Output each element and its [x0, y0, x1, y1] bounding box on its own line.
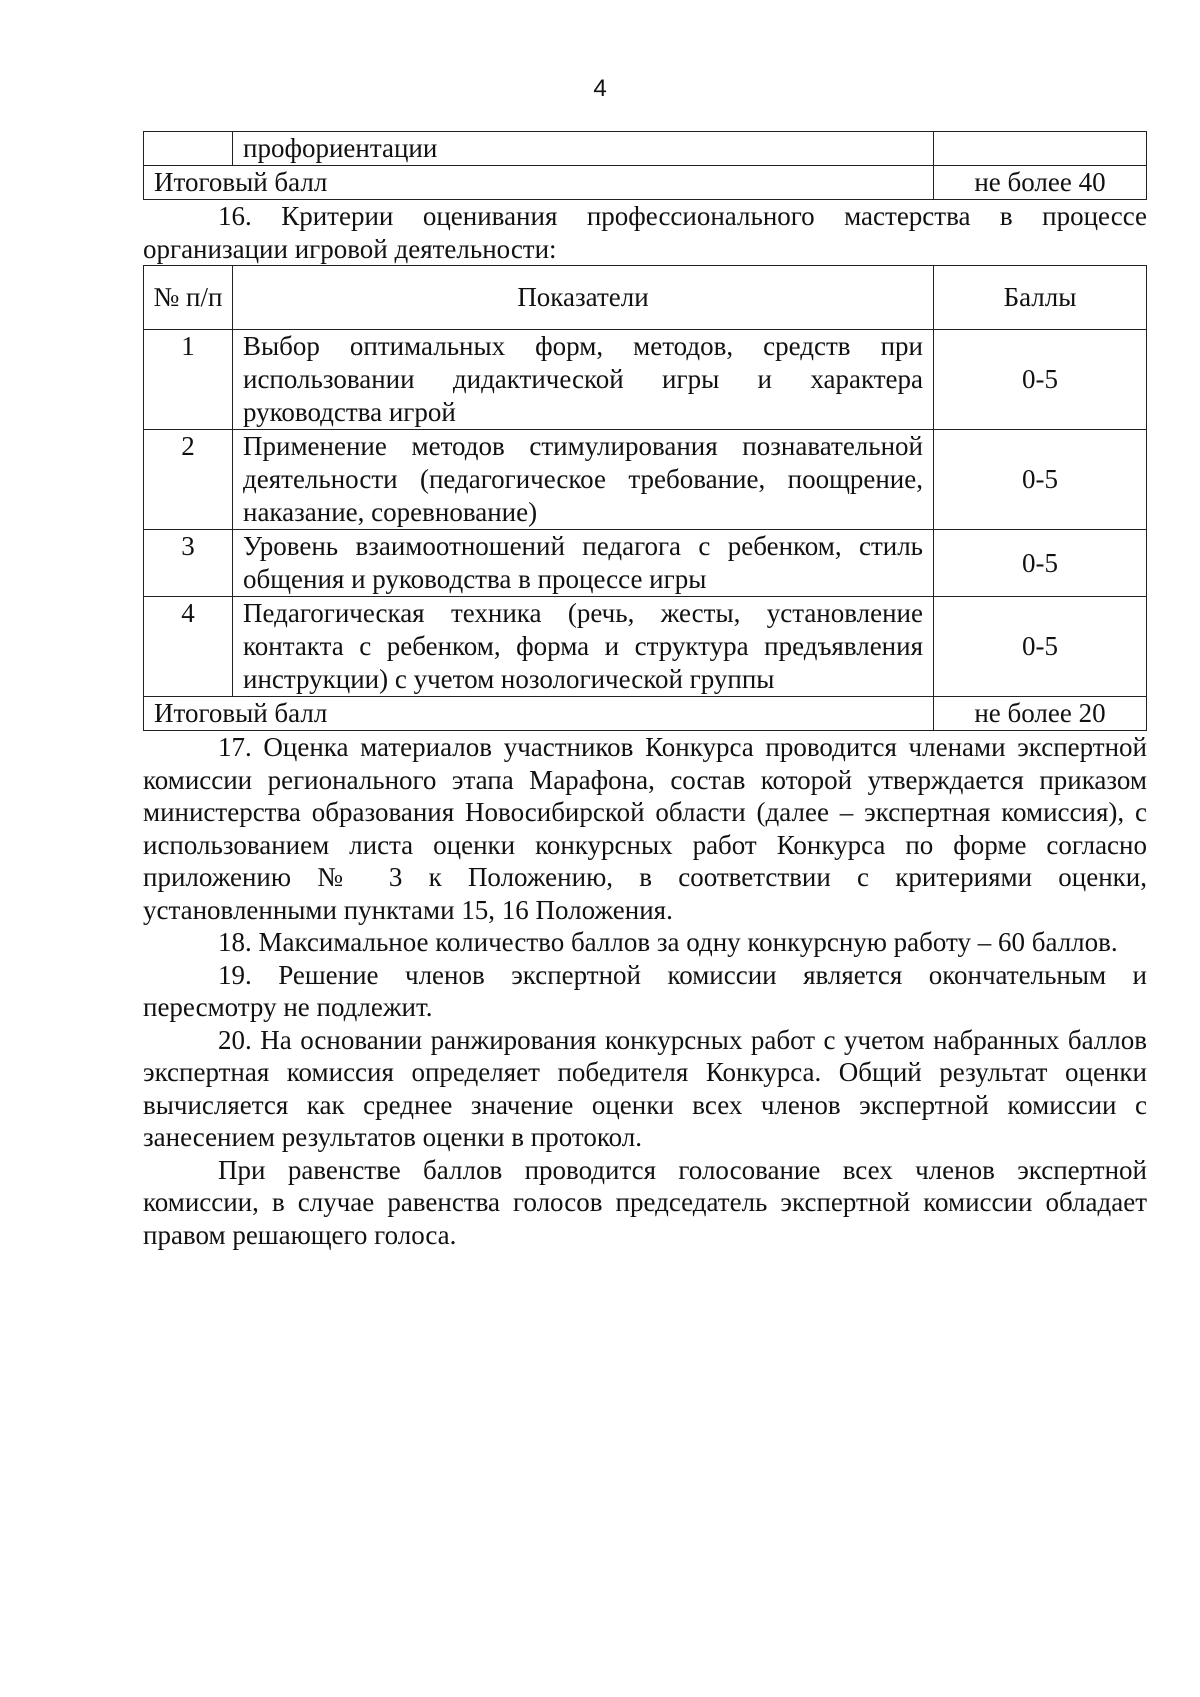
header-indicators: Показатели [233, 266, 934, 330]
header-points: Баллы [934, 266, 1147, 330]
criteria-table [143, 265, 1147, 731]
table-cell-text: профориентации [233, 132, 934, 166]
table-row [144, 132, 1147, 166]
paragraph-18: 18. Максимальное количество баллов за одну конкурсную работу – 60 баллов. [218, 927, 1118, 957]
row-points: 0-5 [934, 597, 1147, 697]
paragraph-tie-vote: При равенстве баллов проводится голосование всех членов экспертной комиссии, в случае равенства голосов председатель экспертной комиссии обладает правом решающего голоса. [143, 1154, 1147, 1250]
paragraph-20: 20. На основании ранжирования конкурсных работ с учетом набранных баллов экспертная комиссия определяет победителя Конкурса. Общий результат оценки вычисляется как среднее значение оценки всех членов экспертной комиссии с занесением результатов оценки в протокол. [143, 1024, 1147, 1152]
total-value: не более 20 [934, 697, 1147, 731]
row-num: 2 [144, 430, 233, 530]
table-total-row [144, 697, 1147, 731]
total-value: не более 40 [934, 166, 1147, 200]
table-row [144, 530, 1147, 597]
row-num: 4 [144, 597, 233, 697]
row-indicator: Выбор оптимальных форм, методов, средств при использовании дидактической игры и характера руководства игрой [233, 330, 934, 430]
paragraph-19: 19. Решение членов экспертной комиссии является окончательным и пересмотру не подлежит. [143, 959, 1147, 1022]
total-label: Итоговый балл [144, 166, 934, 200]
table-cell-num [144, 132, 233, 166]
table-header-row [144, 266, 1147, 330]
table-cell-points [934, 132, 1147, 166]
document-body [143, 131, 1147, 1251]
row-indicator: Применение методов стимулирования познавательной деятельности (педагогическое требование, поощрение, наказание, соревнование) [233, 430, 934, 530]
table-row [144, 330, 1147, 430]
total-label: Итоговый балл [144, 697, 934, 731]
row-points: 0-5 [934, 330, 1147, 430]
section-16-text: 16. Критерии оценивания профессионального мастерства в процессе организации игровой деятельности: [143, 201, 1147, 264]
row-indicator: Педагогическая техника (речь, жесты, установление контакта с ребенком, форма и структура предъявления инструкции) с учетом нозологической группы [233, 597, 934, 697]
row-indicator: Уровень взаимоотношений педагога с ребенком, стиль общения и руководства в процессе игры [233, 530, 934, 597]
row-points: 0-5 [934, 430, 1147, 530]
row-num: 3 [144, 530, 233, 597]
row-points: 0-5 [934, 530, 1147, 597]
table-row [144, 430, 1147, 530]
paragraph-17: 17. Оценка материалов участников Конкурса проводится членами экспертной комиссии регионального этапа Марафона, состав которой утверждается приказом министерства образования Новосибирской области (далее – экспертная комиссия), с использованием листа оценки конкурсных работ Конкурса по форме согласно приложению № 3 к Положению, в соответствии с критериями оценки, установленными пунктами 15, 16 Положения. [143, 732, 1147, 925]
header-num: № п/п [144, 266, 233, 330]
page-number: 4 [593, 75, 607, 102]
table-row [144, 597, 1147, 697]
table-continuation [143, 131, 1147, 200]
row-num: 1 [144, 330, 233, 430]
table-total-row [144, 166, 1147, 200]
